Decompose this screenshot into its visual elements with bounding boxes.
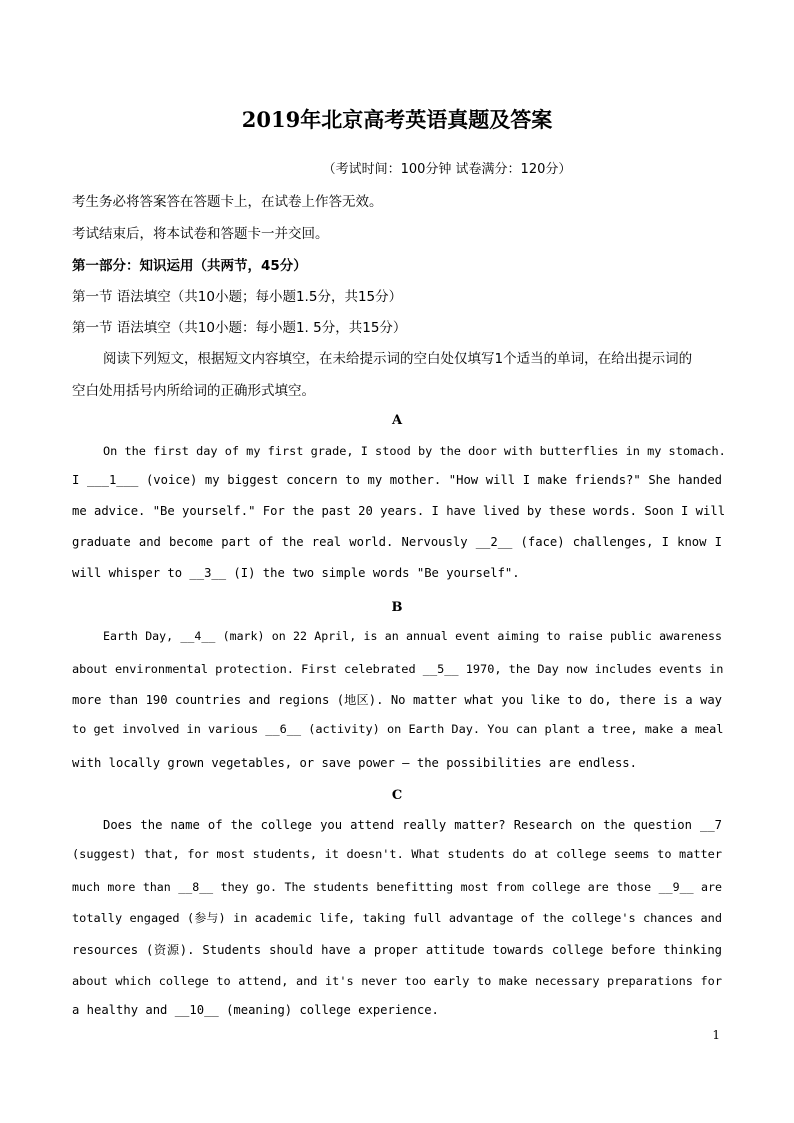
section-heading-2: 第一节 语法填空（共10小题：每小题1. 5分，共15分）	[72, 320, 407, 336]
section-heading-1: 第一节 语法填空（共10小题；每小题1.5分，共15分）	[72, 289, 403, 305]
passage-label-a: A	[391, 413, 403, 428]
passage-b-line: Earth Day, __4__ (mark) on 22 April, is an annual event aiming to raise public awareness	[103, 629, 722, 643]
passage-c-line: totally engaged (参与) in academic life, taking full advantage of the college's chances and	[72, 911, 722, 925]
passage-b-line: about environmental protection. First celebrated __5__ 1970, the Day now includes events in	[72, 662, 724, 676]
exam-time-info: （考试时间：100分钟 试卷满分：120分）	[322, 162, 572, 177]
passage-b-line: to get involved in various __6__ (activity) on Earth Day. You can plant a tree, make a meal	[72, 722, 724, 736]
passage-a-line: On the first day of my first grade, I stood by the door with butterflies in my stomach.	[103, 444, 726, 458]
passage-label-c: C	[391, 788, 403, 803]
passage-c-line: Does the name of the college you attend really matter? Research on the question __7	[103, 818, 722, 832]
passage-a-line: me advice. "Be yourself." For the past 20 years. I have lived by these words. Soon I will	[72, 504, 726, 518]
passage-c-line: (suggest) that, for most students, it doesn't. What students do at college seems to matter	[72, 847, 722, 861]
passage-label-b: B	[391, 600, 403, 615]
instruction-2: 考试结束后，将本试卷和答题卡一并交回。	[72, 226, 329, 242]
passage-a-line: will whisper to __3__ (I) the two simple words "Be yourself".	[72, 566, 520, 580]
part-heading: 第一部分：知识运用（共两节，45分）	[72, 258, 307, 274]
page-number: 1	[712, 1028, 720, 1042]
passage-c-line: a healthy and __10__ (meaning) college experience.	[72, 1003, 439, 1017]
directions-line-1: 阅读下列短文，根据短文内容填空，在未给提示词的空白处仅填写1个适当的单词，在给出提示词的	[103, 351, 693, 367]
page-title: 2019年北京高考英语真题及答案	[241, 107, 553, 132]
passage-b-line: more than 190 countries and regions (地区). No matter what you like to do, there is a way	[72, 693, 722, 707]
passage-a-line: I ___1___ (voice) my biggest concern to my mother. "How will I make friends?" She handed	[72, 473, 722, 487]
passage-b-line: with locally grown vegetables, or save power — the possibilities are endless.	[72, 756, 637, 770]
passage-c-line: much more than __8__ they go. The students benefitting most from college are those __9__ are	[72, 880, 722, 894]
instruction-1: 考生务必将答案答在答题卡上，在试卷上作答无效。	[72, 194, 383, 210]
passage-a-line: graduate and become part of the real world. Nervously __2__ (face) challenges, I know I	[72, 535, 722, 549]
passage-c-line: about which college to attend, and it's never too early to make necessary preparations for	[72, 974, 722, 988]
directions-line-2: 空白处用括号内所给词的正确形式填空。	[72, 383, 315, 399]
passage-c-line: resources (资源). Students should have a proper attitude towards college before thinking	[72, 943, 722, 957]
